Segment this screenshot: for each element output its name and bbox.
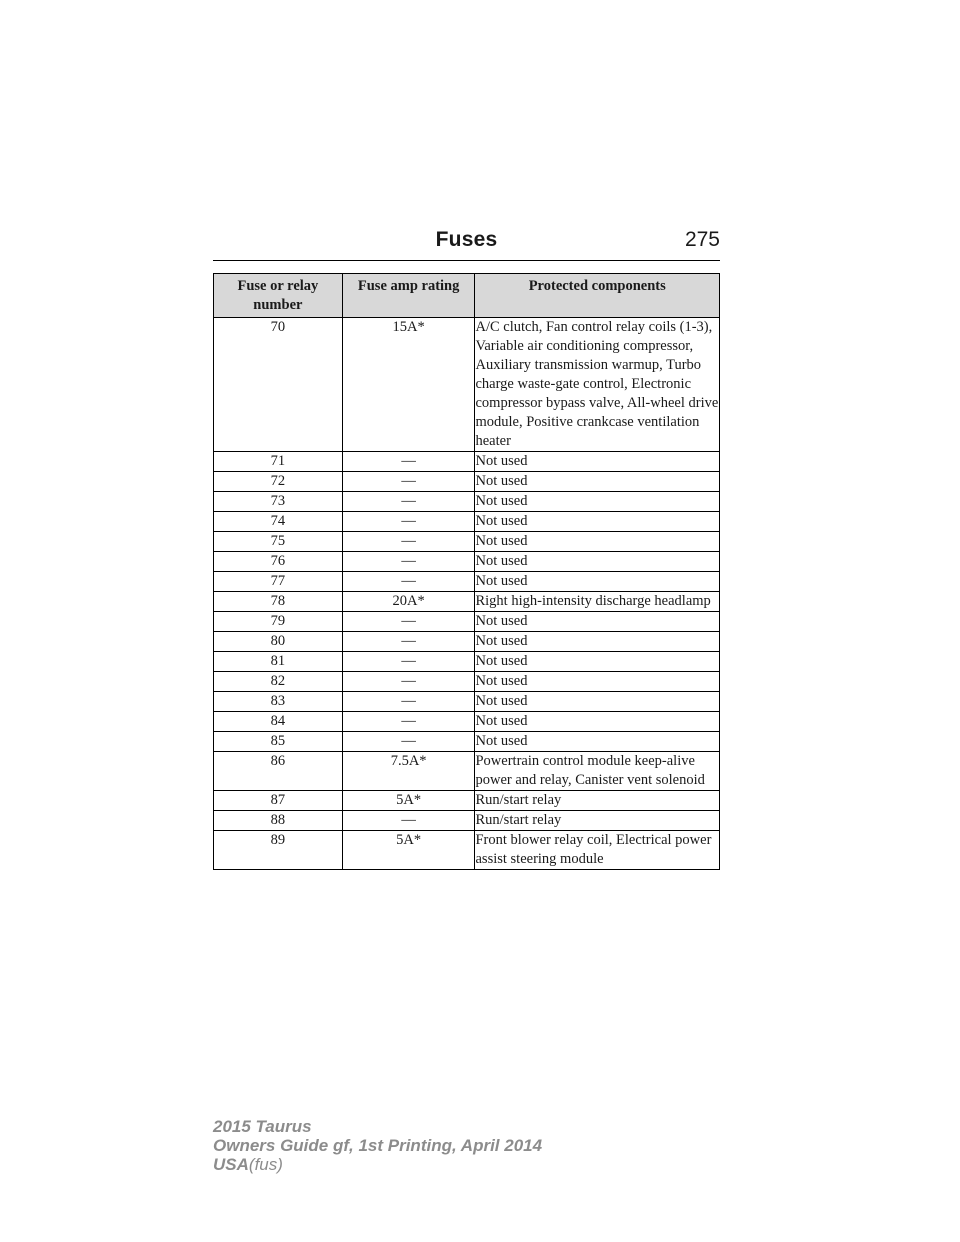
protected-components-cell: Not used <box>475 572 720 592</box>
table-header-row <box>214 274 720 318</box>
protected-components-cell: Not used <box>475 692 720 712</box>
protected-components-cell: Run/start relay <box>475 791 720 811</box>
fuse-number-cell: 79 <box>214 612 343 632</box>
protected-components-cell: Not used <box>475 492 720 512</box>
footer-region: USA <box>213 1155 249 1174</box>
table-row <box>214 791 720 811</box>
amp-rating-cell: — <box>342 672 475 692</box>
page-number: 275 <box>684 228 720 251</box>
fuse-table-body <box>214 318 720 870</box>
table-row <box>214 831 720 870</box>
column-header-amp-rating: Fuse amp rating <box>342 274 475 318</box>
protected-components-cell: Powertrain control module keep-alive power and relay, Canister vent solenoid <box>475 752 720 791</box>
fuse-number-cell: 74 <box>214 512 343 532</box>
amp-rating-cell: — <box>342 572 475 592</box>
table-row <box>214 552 720 572</box>
table-row <box>214 318 720 452</box>
table-row <box>214 672 720 692</box>
document-footer <box>213 1117 542 1174</box>
amp-rating-cell: — <box>342 692 475 712</box>
fuse-number-cell: 89 <box>214 831 343 870</box>
fuse-number-cell: 80 <box>214 632 343 652</box>
amp-rating-cell: — <box>342 452 475 472</box>
amp-rating-cell: — <box>342 652 475 672</box>
table-row <box>214 512 720 532</box>
amp-rating-cell: — <box>342 512 475 532</box>
table-row <box>214 592 720 612</box>
fuse-number-cell: 73 <box>214 492 343 512</box>
protected-components-cell: Right high-intensity discharge headlamp <box>475 592 720 612</box>
table-row <box>214 492 720 512</box>
footer-model: 2015 Taurus <box>213 1117 312 1136</box>
protected-components-cell: Not used <box>475 532 720 552</box>
table-row <box>214 692 720 712</box>
protected-components-cell: Not used <box>475 472 720 492</box>
table-row <box>214 612 720 632</box>
footer-market <box>213 1155 542 1174</box>
table-row <box>214 632 720 652</box>
amp-rating-cell: — <box>342 492 475 512</box>
table-row <box>214 652 720 672</box>
fuse-table <box>213 273 720 870</box>
fuse-number-cell: 88 <box>214 811 343 831</box>
footer-region-code: (fus) <box>248 1155 283 1174</box>
protected-components-cell: Front blower relay coil, Electrical power assist steering module <box>475 831 720 870</box>
fuse-number-cell: 71 <box>214 452 343 472</box>
table-row <box>214 732 720 752</box>
fuse-number-cell: 83 <box>214 692 343 712</box>
table-row <box>214 811 720 831</box>
column-header-fuse-number: Fuse or relay number <box>214 274 343 318</box>
amp-rating-cell: 5A* <box>342 791 475 811</box>
protected-components-cell: A/C clutch, Fan control relay coils (1-3), Variable air conditioning compressor, Auxiliary transmission warmup, Turbo charge waste-gate control, Electronic compressor bypass valve, All-wheel drive module, Positive crankcase ventilation heater <box>475 318 720 452</box>
amp-rating-cell: — <box>342 732 475 752</box>
amp-rating-cell: — <box>342 712 475 732</box>
amp-rating-cell: 7.5A* <box>342 752 475 791</box>
fuse-number-cell: 85 <box>214 732 343 752</box>
column-header-protected-components: Protected components <box>475 274 720 318</box>
protected-components-cell: Not used <box>475 732 720 752</box>
protected-components-cell: Not used <box>475 652 720 672</box>
section-title: Fuses <box>435 228 498 251</box>
fuse-number-cell: 84 <box>214 712 343 732</box>
protected-components-cell: Not used <box>475 712 720 732</box>
fuse-number-cell: 82 <box>214 672 343 692</box>
amp-rating-cell: 5A* <box>342 831 475 870</box>
protected-components-cell: Not used <box>475 552 720 572</box>
fuse-number-cell: 77 <box>214 572 343 592</box>
fuse-number-cell: 78 <box>214 592 343 612</box>
amp-rating-cell: 20A* <box>342 592 475 612</box>
protected-components-cell: Run/start relay <box>475 811 720 831</box>
amp-rating-cell: — <box>342 811 475 831</box>
amp-rating-cell: 15A* <box>342 318 475 452</box>
amp-rating-cell: — <box>342 552 475 572</box>
protected-components-cell: Not used <box>475 452 720 472</box>
fuse-number-cell: 87 <box>214 791 343 811</box>
protected-components-cell: Not used <box>475 512 720 532</box>
table-row <box>214 472 720 492</box>
fuse-number-cell: 75 <box>214 532 343 552</box>
amp-rating-cell: — <box>342 632 475 652</box>
footer-edition: Owners Guide gf, 1st Printing, April 2014 <box>213 1136 543 1155</box>
amp-rating-cell: — <box>342 612 475 632</box>
fuse-number-cell: 86 <box>214 752 343 791</box>
amp-rating-cell: — <box>342 472 475 492</box>
fuse-number-cell: 72 <box>214 472 343 492</box>
protected-components-cell: Not used <box>475 672 720 692</box>
protected-components-cell: Not used <box>475 612 720 632</box>
fuse-number-cell: 81 <box>214 652 343 672</box>
page-header <box>213 228 720 261</box>
fuse-number-cell: 76 <box>214 552 343 572</box>
table-row <box>214 452 720 472</box>
fuse-number-cell: 70 <box>214 318 343 452</box>
table-row <box>214 532 720 552</box>
table-row <box>214 752 720 791</box>
table-row <box>214 572 720 592</box>
protected-components-cell: Not used <box>475 632 720 652</box>
amp-rating-cell: — <box>342 532 475 552</box>
table-row <box>214 712 720 732</box>
